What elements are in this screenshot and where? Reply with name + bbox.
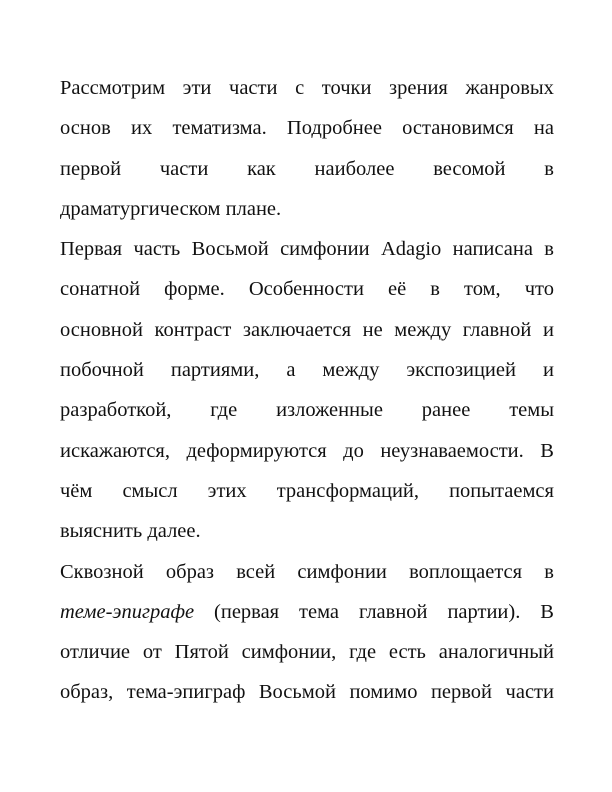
word: в [544,157,554,180]
text-line [60,269,554,309]
word: неузнаваемости. [380,439,524,462]
word: отличие [60,641,131,664]
word: зрения [389,77,448,99]
word: а [286,359,296,382]
word: драматургическом плане. [60,197,282,220]
word: с [295,77,305,99]
word: главной [462,318,532,341]
word: Пятой [174,641,229,664]
text-line [60,350,554,390]
word: темы [509,399,554,422]
text-line [60,149,554,189]
text-line [60,632,554,672]
word: Подробнее [286,117,382,140]
word: на [533,117,554,140]
word: аналогичный [438,641,554,664]
text-line [60,592,554,632]
word: между [322,359,380,382]
word: остановимся [402,117,514,140]
word: Восьмой [258,681,336,704]
word: тема [299,600,340,623]
word: симфонии, [241,641,337,664]
word: части [159,157,209,180]
text-line [60,189,554,229]
word: форме. [164,278,225,301]
word: (первая [214,600,280,623]
paragraph-1 [60,68,554,229]
word: и [542,318,554,341]
word: части [229,77,278,99]
word: искажаются, [60,439,170,462]
paragraph-2 [60,229,554,551]
word: между [394,318,452,341]
word: тема-эпиграф [126,681,246,704]
word: весомой [433,157,506,180]
word: экспозицией [406,359,516,382]
word: В [540,600,554,623]
document-page [60,68,554,713]
word: и [542,359,554,382]
word: Первая [60,238,123,261]
text-line [60,390,554,430]
word: побочной [60,359,144,382]
italic-term-text: теме-эпиграфе [60,600,195,623]
word: как [247,157,276,180]
word: жанровых [465,77,554,99]
word: образ [165,560,215,583]
word: не [362,318,383,341]
word: до [343,439,364,462]
text-line [60,552,554,592]
word: всей [236,560,276,583]
word: что [524,278,554,301]
word: эти [182,77,212,99]
word: первой [60,157,122,180]
word: где [349,641,377,664]
word: в [544,238,554,261]
word: наиболее [314,157,395,180]
paragraph-3 [60,552,554,713]
word: тематизма. [172,117,267,140]
word: этих [207,479,247,502]
word: Сквозной [60,560,144,583]
word: чём [60,479,93,502]
word: симфонии [297,560,387,583]
word: её [388,278,407,301]
word: партии). [447,600,521,623]
word: в [544,560,554,583]
text-line [60,229,554,269]
word: трансформаций, [276,479,420,502]
word: ранее [421,399,471,422]
word: есть [388,641,426,664]
word: в [430,278,440,301]
word: главной [358,600,428,623]
word: точки [321,77,372,99]
word: попытаемся [449,479,554,502]
word: деформируются [186,439,327,462]
word: контраст [154,318,232,341]
word: Adagio [380,238,442,261]
word: В [540,439,554,462]
word: разработкой, [60,399,172,422]
text-line [60,511,554,551]
text-line [60,108,554,148]
word: Особенности [248,278,364,301]
word: от [142,641,162,664]
word: Рассмотрим [60,77,166,99]
word: части [505,681,554,704]
word: том, [464,278,501,301]
text-line [60,310,554,350]
word: заключается [242,318,352,341]
word: партиями, [170,359,260,382]
word: симфонии [280,238,370,261]
word: часть [133,238,181,261]
text-line [60,68,554,108]
word: Восьмой [191,238,269,261]
word: основной [60,318,143,341]
word: изложенные [276,399,383,422]
text-line [60,471,554,511]
word: написана [452,238,533,261]
text-line [60,672,554,712]
word: где [210,399,238,422]
word: воплощается [409,560,523,583]
word: сонатной [60,278,141,301]
text-line [60,431,554,471]
word: выяснить далее. [60,520,201,543]
word: смысл [122,479,178,502]
word: их [130,117,153,140]
word: первой [430,681,493,704]
italic-term [60,592,194,632]
word: образ, [60,681,114,704]
word: помимо [349,681,418,704]
word: основ [60,117,111,140]
